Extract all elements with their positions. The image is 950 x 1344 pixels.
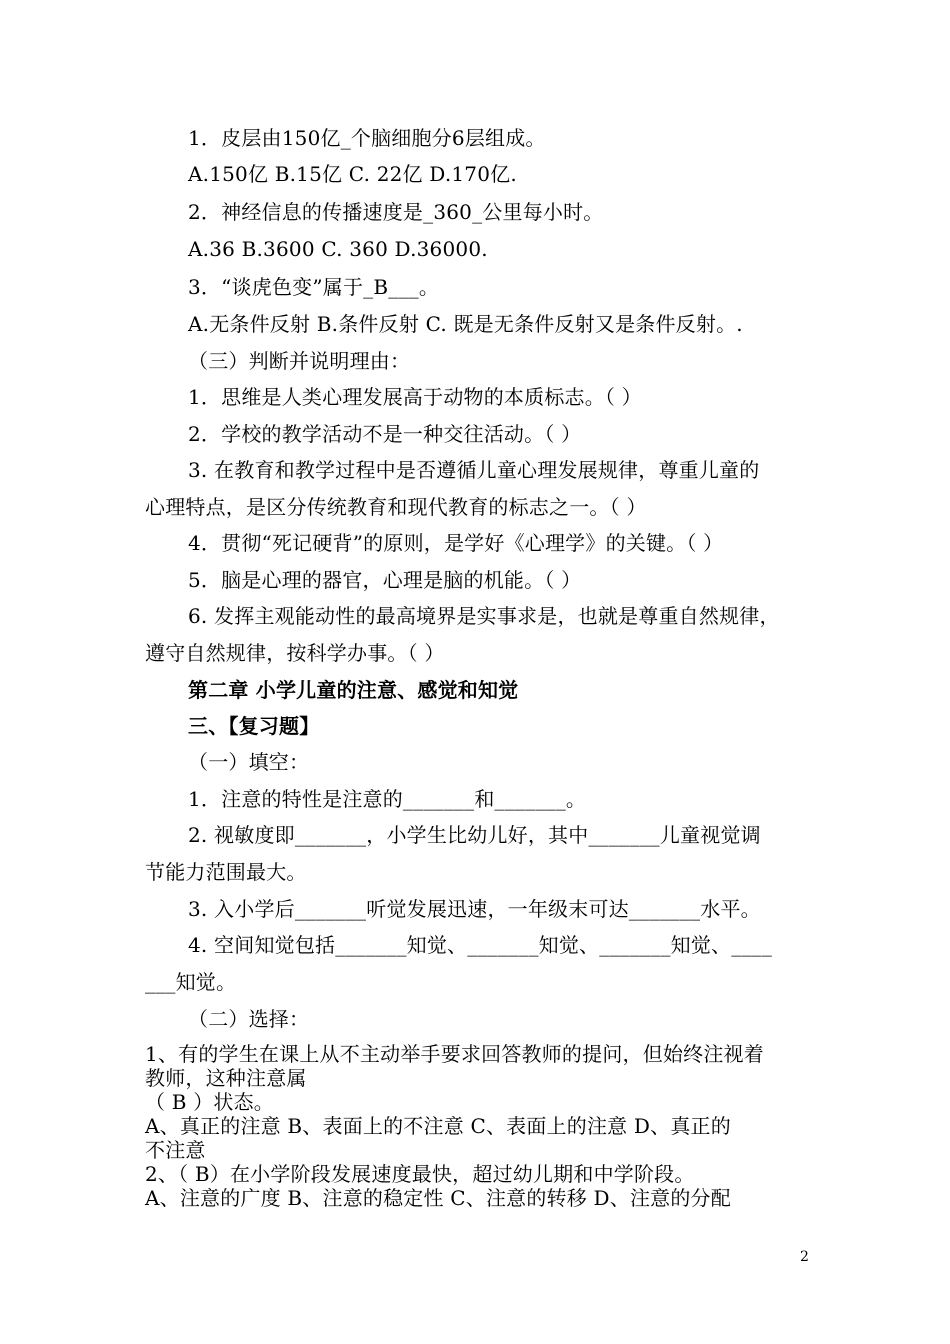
- judgment-item: 4．贯彻“死记硬背”的原则，是学好《心理学》的关键。（ ）: [188, 531, 724, 555]
- choice-line: A.150亿 B.15亿 C. 22亿 D.170亿.: [188, 162, 517, 186]
- choice-question: 1、有的学生在课上从不主动举手要求回答教师的提问，但始终注视着: [145, 1042, 764, 1066]
- fill-blank-item-continuation: 节能力范围最大。: [145, 860, 307, 884]
- chapter-title: 第二章 小学儿童的注意、感觉和知觉: [188, 678, 519, 702]
- judgment-item: 2．学校的教学活动不是一种交往活动。（ ）: [188, 422, 582, 446]
- choice-question-continuation: 教师，这种注意属: [145, 1066, 307, 1090]
- question-line: 1．皮层由150亿_个脑细胞分6层组成。: [188, 126, 546, 150]
- fill-blank-item: 2. 视敏度即_______，小学生比幼儿好，其中_______儿童视觉调: [188, 823, 761, 847]
- choice-options: A、注意的广度 B、注意的稳定性 C、注意的转移 D、注意的分配: [145, 1186, 731, 1210]
- judgment-item-continuation: 心理特点，是区分传统教育和现代教育的标志之一。（ ）: [145, 495, 647, 519]
- section-heading: （三）判断并说明理由：: [188, 349, 411, 373]
- review-heading: 三、【复习题】: [188, 714, 320, 738]
- page-number: 2: [800, 1249, 809, 1265]
- choice-options: A、真正的注意 B、表面上的不注意 C、表面上的注意 D、真正的: [145, 1114, 731, 1138]
- judgment-item: 5．脑是心理的器官，心理是脑的机能。（ ）: [188, 568, 582, 592]
- choice-line: A.36 B.3600 C. 360 D.36000.: [188, 237, 488, 261]
- fill-blank-item: 1．注意的特性是注意的_______和_______。: [188, 787, 587, 811]
- fill-blank-item-continuation: ___知觉。: [145, 970, 237, 994]
- judgment-item: 3. 在教育和教学过程中是否遵循儿童心理发展规律，尊重儿童的: [188, 458, 760, 482]
- choice-question: 2、（ B）在小学阶段发展速度最快，超过幼儿期和中学阶段。: [145, 1162, 695, 1186]
- judgment-item-continuation: 遵守自然规律，按科学办事。（ ）: [145, 641, 445, 665]
- judgment-item: 6. 发挥主观能动性的最高境界是实事求是，也就是尊重自然规律，: [188, 604, 780, 628]
- judgment-item: 1．思维是人类心理发展高于动物的本质标志。（ ）: [188, 385, 642, 409]
- choice-options-continuation: 不注意: [145, 1138, 206, 1162]
- section-heading: （一）填空：: [188, 750, 310, 774]
- fill-blank-item: 3. 入小学后_______听觉发展迅速，一年级末可达_______水平。: [188, 897, 761, 921]
- question-line: 2．神经信息的传播速度是_360_公里每小时。: [188, 200, 604, 224]
- fill-blank-item: 4. 空间知觉包括_______知觉、_______知觉、_______知觉、____: [188, 933, 773, 957]
- question-line: 3．“谈虎色变”属于_B___。: [188, 275, 440, 299]
- choice-question-continuation: （ B ）状态。: [145, 1090, 275, 1114]
- choice-line: A.无条件反射 B.条件反射 C. 既是无条件反射又是条件反射。.: [188, 312, 743, 336]
- section-heading: （二）选择：: [188, 1007, 310, 1031]
